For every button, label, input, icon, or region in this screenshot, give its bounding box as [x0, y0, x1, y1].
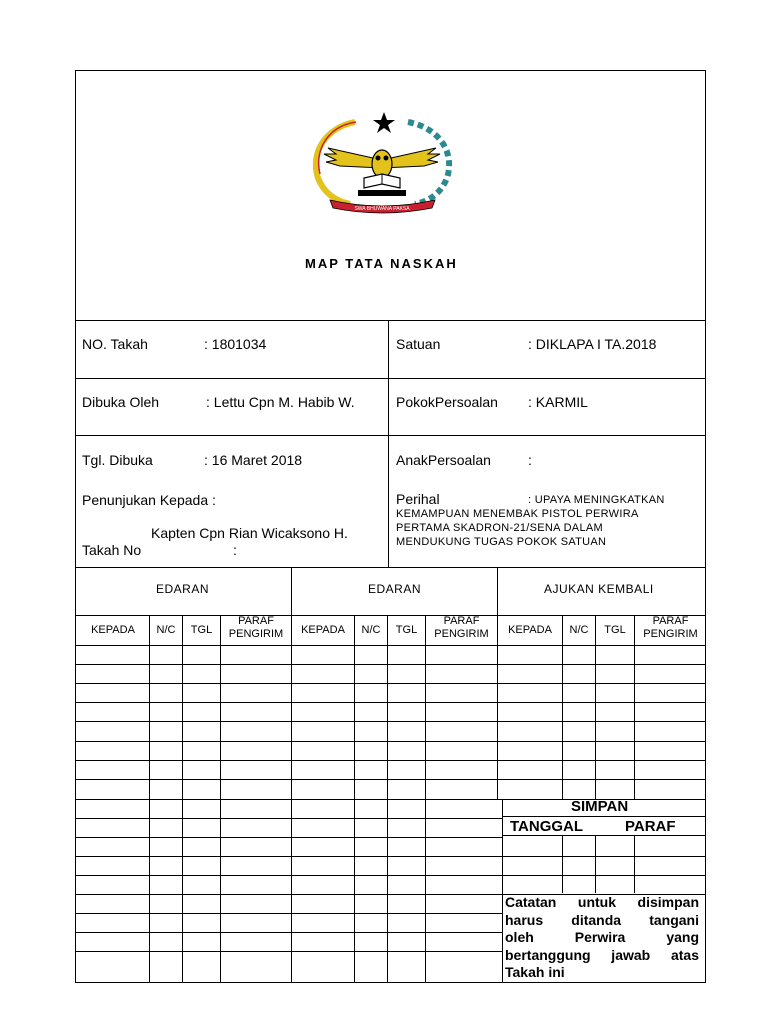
perihal-line-2: KEMAMPUAN MENEMBAK PISTOL PERWIRA — [396, 508, 639, 520]
note-line-5: Takah ini — [505, 964, 565, 980]
perihal-label: Perihal — [396, 491, 440, 507]
col-nc: N/C — [569, 624, 589, 636]
col-nc: N/C — [156, 624, 176, 636]
no-takah-label: NO. Takah — [82, 336, 148, 352]
col-tgl: TGL — [395, 624, 418, 636]
group-header-edaran-1: EDARAN — [156, 582, 210, 596]
perihal-line-1: : UPAYA MENINGKATKAN — [528, 494, 665, 506]
penunjukan-label: Penunjukan Kepada : — [82, 492, 216, 508]
group-header-ajukan-kembali: AJUKAN KEMBALI — [544, 582, 654, 596]
satuan-label: Satuan — [396, 336, 441, 352]
col-tgl: TGL — [190, 624, 213, 636]
satuan-value: : DIKLAPA I TA.2018 — [528, 336, 657, 352]
col-kepada: KEPADA — [508, 624, 552, 636]
col-pengirim: PENGIRIM — [643, 628, 698, 640]
note-line-1: Catatan untuk disimpan — [505, 894, 699, 910]
simpan-heading: SIMPAN — [571, 798, 629, 815]
dibuka-oleh-value: : Lettu Cpn M. Habib W. — [206, 394, 355, 410]
tanggal-heading: TANGGAL — [510, 818, 584, 835]
penunjukan-value: Kapten Cpn Rian Wicaksono H. — [151, 525, 348, 541]
paraf-heading: PARAF — [625, 818, 676, 835]
tgl-dibuka-label: Tgl. Dibuka — [82, 452, 153, 468]
perihal-line-3: PERTAMA SKADRON-21/SENA DALAM — [396, 522, 603, 534]
takah-no-value: : — [233, 542, 237, 558]
note-line-2: harus ditanda tangani — [505, 911, 699, 928]
perihal-line-4: MENDUKUNG TUGAS POKOK SATUAN — [396, 536, 607, 548]
col-paraf: PARAF — [652, 615, 689, 627]
col-kepada: KEPADA — [91, 624, 135, 636]
takah-no-label: Takah No — [82, 542, 142, 558]
note-line-3: oleh Perwira yang — [505, 929, 699, 945]
note-line-4: bertanggung jawab atas — [505, 946, 699, 963]
emblem-logo — [300, 108, 465, 220]
logo-ribbon-text: SWA BHUWANA PAKSA — [354, 206, 410, 212]
col-tgl: TGL — [604, 624, 626, 636]
col-paraf: PARAF — [238, 615, 274, 627]
col-paraf: PARAF — [443, 615, 480, 627]
group-header-edaran-2: EDARAN — [368, 582, 422, 596]
col-nc: N/C — [361, 624, 381, 636]
dibuka-oleh-label: Dibuka Oleh — [82, 394, 160, 410]
storage-note — [505, 894, 699, 982]
pokok-persoalan-label: PokokPersoalan — [396, 394, 498, 410]
tgl-dibuka-value: : 16 Maret 2018 — [204, 452, 303, 468]
anak-persoalan-value: : — [528, 452, 532, 468]
col-pengirim: PENGIRIM — [434, 628, 489, 640]
page-title: MAP TATA NASKAH — [305, 256, 458, 271]
no-takah-value: : 1801034 — [204, 336, 267, 352]
anak-persoalan-label: AnakPersoalan — [396, 452, 491, 468]
col-kepada: KEPADA — [301, 624, 345, 636]
col-pengirim: PENGIRIM — [228, 628, 284, 640]
pokok-persoalan-value: : KARMIL — [528, 394, 588, 410]
